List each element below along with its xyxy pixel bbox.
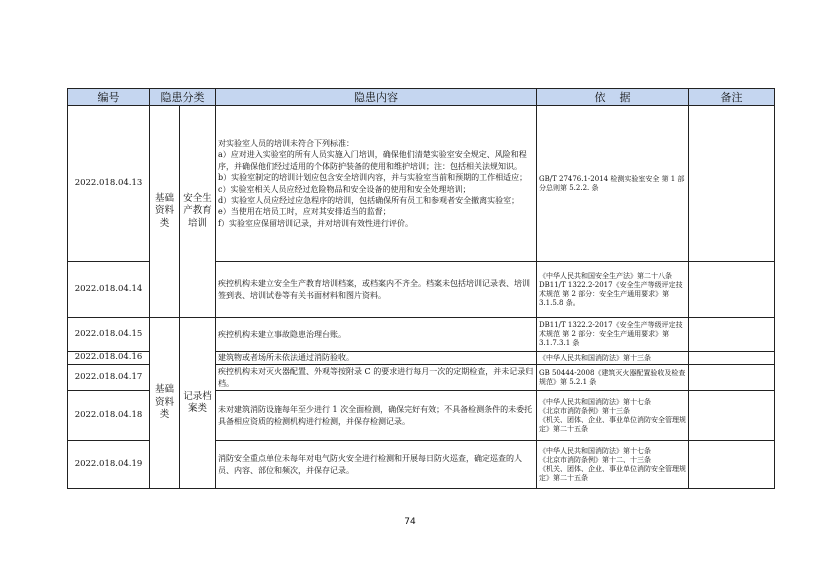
row-remark [689, 262, 775, 318]
row-basis: DB11/T 1322.2-2017《安全生产等级评定技术规范 第 2 部分：安全生产通用要求》第 3.1.7.3.1 条 [537, 318, 689, 352]
table-header-row [68, 89, 775, 106]
row-content: 建筑物或者场所未依法通过消防验收。 [216, 352, 537, 365]
row-remark [689, 352, 775, 365]
row-content: 疾控机构未建立安全生产教育培训档案，或档案内不齐全。档案未包括培训记录表、培训签到表、培训试卷等有关书面材料和图片资料。 [216, 262, 537, 318]
category-group: 基础资料类 [150, 106, 180, 318]
row-content: 疾控机构未对灭火器配置、外观等按附录 C 的要求进行每月一次的定期检查，并未记录归档。 [216, 365, 537, 391]
row-basis: GB/T 27476.1-2014 检测实验室安全 第 1 部分总则第 5.2.2. 条 [537, 106, 689, 262]
row-number: 2022.018.04.15 [68, 318, 150, 352]
row-number: 2022.018.04.14 [68, 262, 150, 318]
category-subgroup: 安全生产教育培训 [180, 106, 216, 318]
category-subgroup: 记录档案类 [180, 318, 216, 489]
header-content: 隐患内容 [216, 89, 537, 106]
row-content: 疾控机构未建立事故隐患治理台账。 [216, 318, 537, 352]
row-number: 2022.018.04.18 [68, 391, 150, 441]
category-group: 基础资料类 [150, 318, 180, 489]
row-basis: 《中华人民共和国消防法》第十七条 《北京市消防条例》第十三条 《机关、团体、企业、事业单位消防安全管理规定》第二十五条 [537, 391, 689, 441]
page-number: 74 [404, 517, 416, 527]
row-number: 2022.018.04.17 [68, 365, 150, 391]
row-content: 消防安全重点单位未每年对电气防火安全进行检测和开展每日防火巡查，确定巡查的人员、内容、部位和频次，并保存记录。 [216, 441, 537, 489]
table-row [68, 106, 775, 262]
row-remark [689, 318, 775, 352]
header-category: 隐患分类 [150, 89, 216, 106]
row-number: 2022.018.04.13 [68, 106, 150, 262]
row-basis: 《中华人民共和国安全生产法》第二十八条 DB11/T 1322.2-2017《安全生产等级评定技术规范 第 2 部分：安全生产通用要求》第 3.1.5.8 条。 [537, 262, 689, 318]
row-basis: 《中华人民共和国消防法》第十七条 《北京市消防条例》第十二、十三条 《机关、团体、企业、事业单位消防安全管理规定》第二十五条 [537, 441, 689, 489]
header-basis: 依 据 [537, 89, 689, 106]
row-content: 未对建筑消防设施每年至少进行 1 次全面检测，确保完好有效；不具备检测条件的未委托具备相应资质的检测机构进行检测，并保存检测记录。 [216, 391, 537, 441]
row-number: 2022.018.04.19 [68, 441, 150, 489]
table-row [68, 318, 775, 352]
header-remark: 备注 [689, 89, 775, 106]
row-remark [689, 441, 775, 489]
hazard-table [67, 88, 775, 489]
row-basis: GB 50444-2008《建筑灭火器配置验收及检查规范》第 5.2.1 条 [537, 365, 689, 391]
row-remark [689, 391, 775, 441]
header-number: 编号 [68, 89, 150, 106]
row-content: 对实验室人员的培训未符合下列标准： a）应对进入实验室的所有人员实施入门培训，确保他们清楚实验室安全规定、风险和程序，并确保他们经过适用的个体防护装备的使用和维护培训；注：包括相关法规知识。 b）实验室制定的培训计划应包含安全培训内容，并与实验室当前和预期的工作相适应； c）实验室相关人员应经过危险物品和安全设备的使用和安全处理培训； d）实验室人员应经过应急程序的培训，包括确保所有员工和参观者安全撤离实验室； e）当使用在培员工时，应对其安排适当的监督； f）实验室应保留培训记录，并对培训有效性进行评价。 [216, 106, 537, 262]
row-basis: 《中华人民共和国消防法》第十三条 [537, 352, 689, 365]
row-remark [689, 106, 775, 262]
row-number: 2022.018.04.16 [68, 352, 150, 365]
row-remark [689, 365, 775, 391]
